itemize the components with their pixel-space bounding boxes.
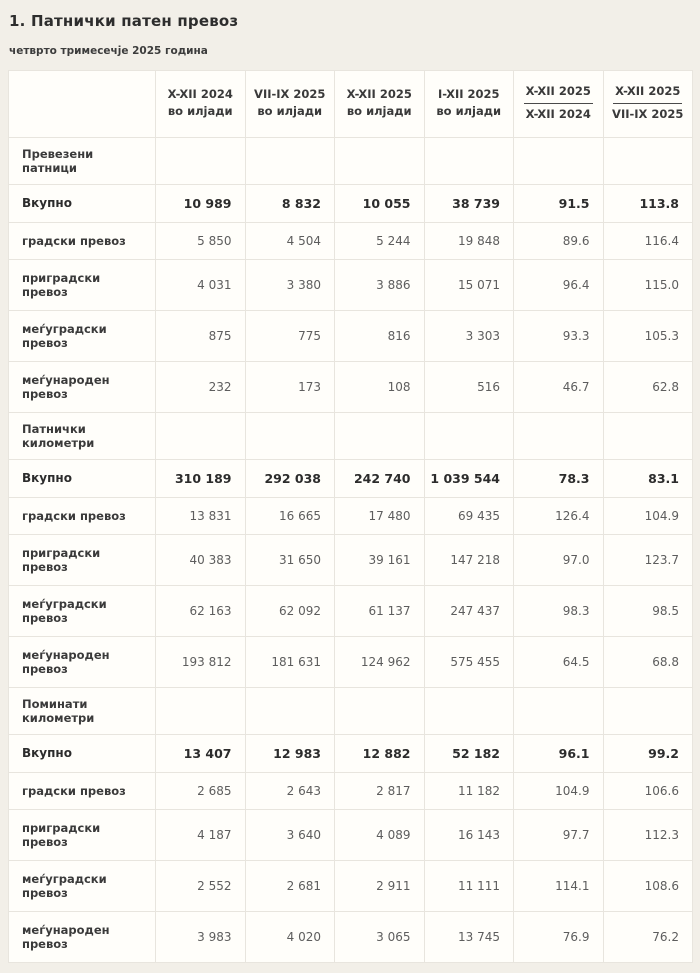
cell-value: 106.6 (603, 772, 693, 809)
cell-value: 104.9 (603, 497, 693, 534)
cell-value: 2 552 (156, 860, 246, 911)
cell-value: 68.8 (603, 636, 693, 687)
header-period: I-XII 2025 (437, 86, 500, 101)
total-row (9, 184, 693, 222)
cell-value: 232 (156, 361, 246, 412)
header-unit: во илјади (346, 104, 412, 119)
header-unit: во илјади (257, 104, 323, 119)
cell-value: 13 831 (156, 497, 246, 534)
empty-cell (156, 137, 246, 184)
cell-value: 11 111 (424, 860, 514, 911)
table-row (9, 361, 693, 412)
empty-cell (603, 687, 693, 734)
row-label: градски превоз (9, 772, 156, 809)
cell-value: 242 740 (335, 459, 425, 497)
empty-cell (603, 412, 693, 459)
cell-value: 62.8 (603, 361, 693, 412)
cell-value: 516 (424, 361, 514, 412)
row-label: градски превоз (9, 222, 156, 259)
empty-cell (514, 137, 604, 184)
cell-value: 4 020 (245, 911, 335, 962)
cell-value: 39 161 (335, 534, 425, 585)
empty-cell (335, 137, 425, 184)
cell-value: 99.2 (603, 734, 693, 772)
section-label: Поминати километри (9, 687, 156, 734)
row-label: меѓуградски превоз (9, 860, 156, 911)
row-label: меѓуградски превоз (9, 310, 156, 361)
table-header-row (9, 71, 693, 138)
table-row (9, 259, 693, 310)
cell-value: 108.6 (603, 860, 693, 911)
cell-value: 4 089 (335, 809, 425, 860)
page-subtitle: четврто тримесечје 2025 година (9, 45, 208, 57)
table-row (9, 497, 693, 534)
cell-value: 19 848 (424, 222, 514, 259)
cell-value: 8 832 (245, 184, 335, 222)
cell-value: 3 640 (245, 809, 335, 860)
cell-value: 15 071 (424, 259, 514, 310)
cell-value: 105.3 (603, 310, 693, 361)
table-row (9, 636, 693, 687)
cell-value: 2 681 (245, 860, 335, 911)
header-period: VII-IX 2025 (254, 86, 326, 101)
cell-value: 575 455 (424, 636, 514, 687)
cell-value: 113.8 (603, 184, 693, 222)
cell-value: 91.5 (514, 184, 604, 222)
cell-value: 5 850 (156, 222, 246, 259)
cell-value: 3 303 (424, 310, 514, 361)
cell-value: 76.9 (514, 911, 604, 962)
cell-value: 10 055 (335, 184, 425, 222)
column-header-ratio (514, 71, 604, 138)
cell-value: 13 407 (156, 734, 246, 772)
cell-value: 816 (335, 310, 425, 361)
cell-value: 64.5 (514, 636, 604, 687)
cell-value: 31 650 (245, 534, 335, 585)
empty-cell (245, 137, 335, 184)
cell-value: 10 989 (156, 184, 246, 222)
row-label: меѓуградски превоз (9, 585, 156, 636)
cell-value: 69 435 (424, 497, 514, 534)
cell-value: 123.7 (603, 534, 693, 585)
ratio-denominator: X-XII 2024 (525, 106, 591, 121)
table-row (9, 310, 693, 361)
cell-value: 247 437 (424, 585, 514, 636)
cell-value: 5 244 (335, 222, 425, 259)
cell-value: 114.1 (514, 860, 604, 911)
row-label: приградски превоз (9, 809, 156, 860)
empty-cell (514, 412, 604, 459)
empty-cell (424, 687, 514, 734)
row-label: Вкупно (9, 184, 156, 222)
cell-value: 2 817 (335, 772, 425, 809)
row-label: меѓународен превоз (9, 636, 156, 687)
cell-value: 310 189 (156, 459, 246, 497)
cell-value: 1 039 544 (424, 459, 514, 497)
cell-value: 875 (156, 310, 246, 361)
section-row (9, 687, 693, 734)
empty-cell (156, 412, 246, 459)
column-header-period (424, 71, 514, 138)
cell-value: 97.0 (514, 534, 604, 585)
cell-value: 3 886 (335, 259, 425, 310)
header-period: X-XII 2024 (167, 86, 233, 101)
total-row (9, 734, 693, 772)
empty-cell (514, 687, 604, 734)
cell-value: 89.6 (514, 222, 604, 259)
header-unit: во илјади (167, 104, 233, 119)
cell-value: 46.7 (514, 361, 604, 412)
cell-value: 2 685 (156, 772, 246, 809)
cell-value: 12 983 (245, 734, 335, 772)
row-label: Вкупно (9, 734, 156, 772)
cell-value: 97.7 (514, 809, 604, 860)
cell-value: 3 380 (245, 259, 335, 310)
cell-value: 11 182 (424, 772, 514, 809)
empty-cell (603, 137, 693, 184)
row-label: меѓународен превоз (9, 911, 156, 962)
ratio-denominator: VII-IX 2025 (612, 106, 684, 121)
cell-value: 173 (245, 361, 335, 412)
statistics-table (8, 70, 693, 963)
cell-value: 126.4 (514, 497, 604, 534)
empty-cell (335, 687, 425, 734)
table-row (9, 222, 693, 259)
section-row (9, 137, 693, 184)
cell-value: 62 163 (156, 585, 246, 636)
column-header-period (245, 71, 335, 138)
page-title: 1. Патнички патен превоз (9, 12, 239, 30)
table-row (9, 911, 693, 962)
table-row (9, 772, 693, 809)
cell-value: 62 092 (245, 585, 335, 636)
row-label: Вкупно (9, 459, 156, 497)
cell-value: 112.3 (603, 809, 693, 860)
row-label: приградски превоз (9, 259, 156, 310)
empty-cell (335, 412, 425, 459)
section-label: Превезени патници (9, 137, 156, 184)
empty-cell (156, 687, 246, 734)
cell-value: 104.9 (514, 772, 604, 809)
ratio-numerator: X-XII 2025 (613, 83, 682, 104)
table-row (9, 809, 693, 860)
column-header-period (156, 71, 246, 138)
cell-value: 78.3 (514, 459, 604, 497)
cell-value: 13 745 (424, 911, 514, 962)
column-header-period (335, 71, 425, 138)
cell-value: 61 137 (335, 585, 425, 636)
cell-value: 108 (335, 361, 425, 412)
cell-value: 16 665 (245, 497, 335, 534)
cell-value: 4 031 (156, 259, 246, 310)
cell-value: 76.2 (603, 911, 693, 962)
header-unit: во илјади (436, 104, 502, 119)
section-row (9, 412, 693, 459)
empty-cell (245, 412, 335, 459)
ratio-numerator: X-XII 2025 (524, 83, 593, 104)
cell-value: 193 812 (156, 636, 246, 687)
cell-value: 52 182 (424, 734, 514, 772)
cell-value: 38 739 (424, 184, 514, 222)
cell-value: 93.3 (514, 310, 604, 361)
empty-cell (424, 412, 514, 459)
cell-value: 2 643 (245, 772, 335, 809)
total-row (9, 459, 693, 497)
table-row (9, 534, 693, 585)
cell-value: 96.4 (514, 259, 604, 310)
cell-value: 181 631 (245, 636, 335, 687)
cell-value: 124 962 (335, 636, 425, 687)
table-head (9, 71, 693, 138)
cell-value: 12 882 (335, 734, 425, 772)
cell-value: 40 383 (156, 534, 246, 585)
cell-value: 3 065 (335, 911, 425, 962)
column-header-ratio (603, 71, 693, 138)
header-period: X-XII 2025 (346, 86, 412, 101)
empty-cell (245, 687, 335, 734)
row-label-header-empty (9, 71, 156, 138)
cell-value: 147 218 (424, 534, 514, 585)
cell-value: 98.5 (603, 585, 693, 636)
row-label: приградски превоз (9, 534, 156, 585)
cell-value: 116.4 (603, 222, 693, 259)
cell-value: 2 911 (335, 860, 425, 911)
table-row (9, 860, 693, 911)
cell-value: 96.1 (514, 734, 604, 772)
row-label: меѓународен превоз (9, 361, 156, 412)
empty-cell (424, 137, 514, 184)
table-body (9, 137, 693, 962)
table-row (9, 585, 693, 636)
cell-value: 98.3 (514, 585, 604, 636)
cell-value: 4 187 (156, 809, 246, 860)
section-label: Патнички километри (9, 412, 156, 459)
cell-value: 3 983 (156, 911, 246, 962)
cell-value: 4 504 (245, 222, 335, 259)
cell-value: 16 143 (424, 809, 514, 860)
cell-value: 83.1 (603, 459, 693, 497)
cell-value: 115.0 (603, 259, 693, 310)
row-label: градски превоз (9, 497, 156, 534)
cell-value: 775 (245, 310, 335, 361)
cell-value: 292 038 (245, 459, 335, 497)
cell-value: 17 480 (335, 497, 425, 534)
